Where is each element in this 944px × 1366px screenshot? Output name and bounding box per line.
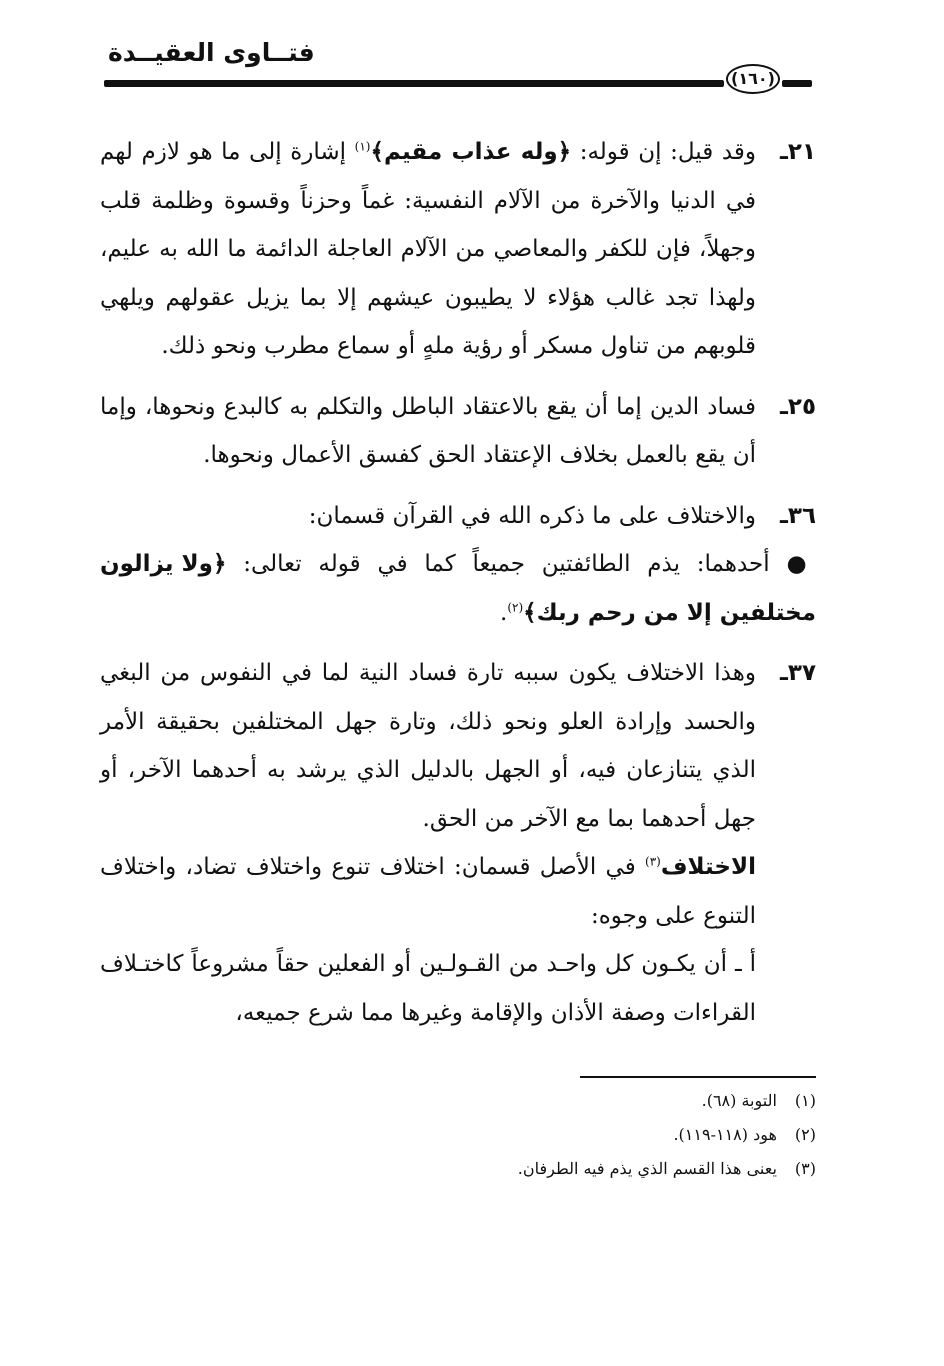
running-title: فتــاوى العقيــدة bbox=[108, 38, 315, 67]
text-run: وقد قيل: إن قوله: bbox=[571, 139, 756, 165]
footnote-text: يعنى هذا القسم الذي يذم فيه الطرفان. bbox=[517, 1159, 777, 1178]
footnote-number: (٣) bbox=[794, 1159, 816, 1178]
footnote-ref: (١) bbox=[354, 139, 371, 154]
quran-quote: ﴿ولا يزالون مختلفين إلا من رحم ربك﴾ bbox=[100, 551, 816, 626]
paragraph-text bbox=[100, 843, 756, 940]
footnote-ref: (٣) bbox=[645, 854, 661, 869]
paragraph-text: فساد الدين إما أن يقع بالاعتقاد الباطل والتكلم به كالبدع ونحوها، وإما أن يقع بالعمل بخلاف الإعتقاد الحق كفسق الأعمال ونحوها. bbox=[100, 393, 756, 468]
header-rule bbox=[104, 80, 724, 87]
header-rule-right bbox=[782, 80, 812, 87]
paragraph-text: أ ـ أن يكـون كل واحـد من القـولـين أو الفعلين حقاً مشروعاً كاختـلاف القراءات وصفة الأذان والإقامة وغيرها مما شرع جميعه، bbox=[100, 951, 756, 1026]
footnotes bbox=[300, 1084, 816, 1186]
body-text bbox=[100, 128, 816, 1049]
paragraph-25 bbox=[100, 383, 816, 480]
quran-quote: ﴿وله عذاب مقيم﴾ bbox=[370, 139, 572, 165]
paragraph-text: والاختلاف على ما ذكره الله في القرآن قسمان: bbox=[308, 502, 756, 529]
text-run: إشارة إلى ما هو لازم لهم في الدنيا والآخرة من الآلام النفسية: غماً وحزناً وقسوة وظلمة قلب وجهلاً، فإن للكفر والمعاصي من الآلام العاجلة الدائمة ما الله به عليم، ولهذا تجد غالب هؤلاء لا يطيبون عيشهم إلا بما يزيل عقولهم ويلهي قلوبهم من تناول مسكر أو رؤية ملهٍ أو سماع مطرب ونحو ذلك. bbox=[100, 139, 756, 359]
footnote bbox=[300, 1118, 816, 1152]
footnote-text: التوبة (٦٨). bbox=[701, 1091, 777, 1110]
footnote-ref: (٢) bbox=[507, 599, 524, 614]
text-run: في الأصل قسمان: اختلاف تنوع واختلاف تضاد، واختلاف التنوع على وجوه: bbox=[100, 854, 756, 929]
text-run: . bbox=[500, 599, 508, 626]
paragraph-36 bbox=[100, 492, 816, 638]
bullet-icon: ● bbox=[786, 551, 817, 577]
page-number: (١٦٠) bbox=[726, 64, 780, 94]
footnote-rule bbox=[580, 1076, 816, 1078]
footnote-number: (٢) bbox=[794, 1125, 816, 1144]
footnote bbox=[300, 1152, 816, 1186]
paragraph-37 bbox=[100, 649, 816, 1037]
paragraph-text: وهذا الاختلاف يكون سببه تارة فساد النية لما في النفوس من البغي والحسد وإرادة العلو ونحو ذلك، وتارة جهل المختلفين بحقيقة الأمر الذي يتنازعان فيه، أو الجهل بالدليل الذي يرشد به أحدهما الآخر، أو جهل أحدهما بما مع الآخر من الحق. bbox=[100, 660, 756, 832]
paragraph-text bbox=[100, 128, 756, 371]
paragraph-number: ٣٦ـ bbox=[780, 502, 816, 529]
text-run: أحدهما: يذم الطائفتين جميعاً كما في قوله تعالى: bbox=[226, 551, 787, 577]
paragraph-number: ٢٥ـ bbox=[780, 393, 816, 420]
paragraph-subpoint bbox=[100, 540, 816, 637]
term-heading: الاختلاف bbox=[660, 854, 756, 880]
footnote bbox=[300, 1084, 816, 1118]
paragraph-number: ٢١ـ bbox=[780, 139, 816, 165]
footnote-number: (١) bbox=[794, 1091, 816, 1110]
paragraph-21 bbox=[100, 128, 816, 371]
footnote-text: هود (١١٨-١١٩). bbox=[673, 1125, 777, 1144]
paragraph-number: ٣٧ـ bbox=[780, 660, 816, 686]
